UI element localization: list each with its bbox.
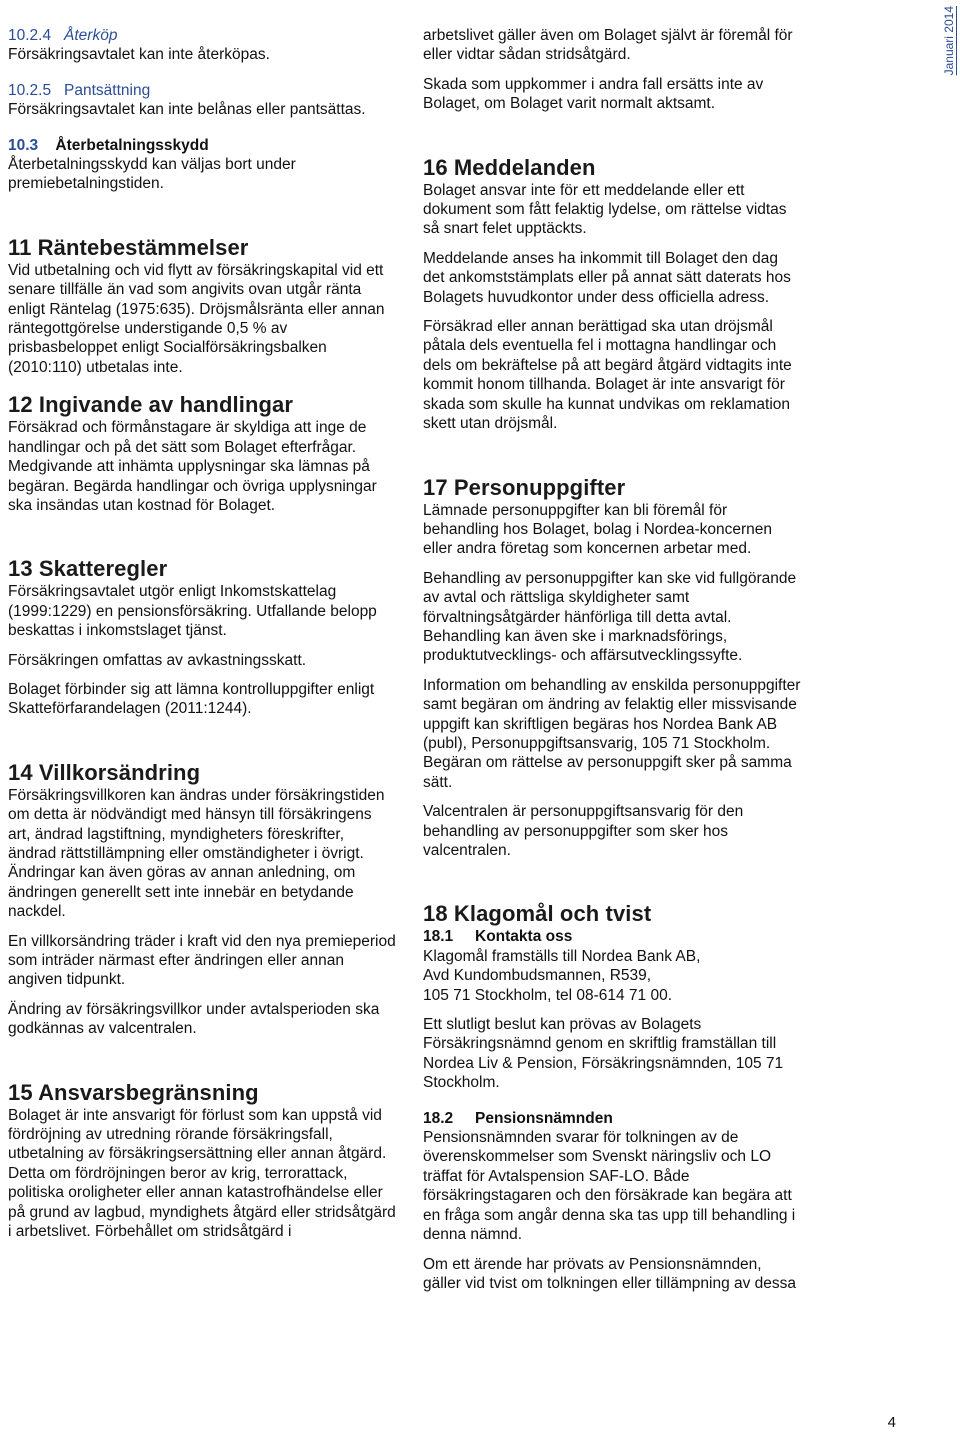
section-16: [423, 154, 803, 434]
section-18: [423, 900, 803, 1293]
subsection-heading: [8, 136, 396, 155]
section-heading: 13 Skatteregler: [8, 556, 168, 582]
section-paragraph: Pensionsnämnden svarar för tolkningen av de överenskommelser som Svenskt näringsliv och LO träffat för Avtalspension SAF-LO. Både försäkringstagaren och den försäkrade kan begära att en fråga som angår denna ska tas upp till behandling i denna nämnd.: [423, 1129, 796, 1244]
section-heading: 15 Ansvarsbegränsning: [8, 1079, 259, 1105]
subsection-number: 18.1: [423, 928, 454, 946]
section-paragraph: Vid utbetalning och vid flytt av försäkringskapital vid ett senare tillfälle än vad som angivits ovan utgår ränta enligt Räntelag (1975:635). Dröjsmålsränta eller annan räntegottgörelse understigande 0,5 % av prisbasbeloppet enligt Socialförsäkringsbalken (2010:110) utbetalas inte.: [8, 261, 385, 376]
subsection-18-2-heading: [423, 1109, 803, 1128]
section-paragraph: Ändring av försäkringsvillkor under avtalsperioden ska godkännas av valcentralen.: [8, 1000, 380, 1038]
section-paragraph: Valcentralen är personuppgiftsansvarig för den behandling av personuppgifter som sker hos valcentralen.: [423, 803, 744, 859]
section-14: [8, 759, 396, 1039]
section-paragraph: Skada som uppkommer i andra fall ersätts inte av Bolaget, om Bolaget varit normalt aktsamt.: [423, 75, 764, 113]
section-heading: 17 Personuppgifter: [423, 474, 626, 500]
section-paragraph: arbetslivet gäller även om Bolaget självt är föremål för eller vidtar sådan stridsåtgärd.: [423, 27, 793, 64]
subsection-title: Kontakta oss: [475, 928, 573, 946]
right-column: [423, 26, 803, 1333]
subsection-text: Försäkringsavtalet kan inte återköpas.: [8, 46, 270, 64]
section-heading: 14 Villkorsändring: [8, 759, 201, 785]
document-date: Januari 2014: [942, 6, 956, 76]
subsection-text: Försäkringsavtalet kan inte belånas eller pantsättas.: [8, 101, 366, 119]
subsection-title: Återköp: [64, 27, 118, 44]
subsection-number: 18.2: [423, 1109, 454, 1127]
left-column: [8, 26, 396, 1281]
subsection-title: Återbetalningsskydd: [55, 136, 209, 154]
section-paragraph: Försäkringen omfattas av avkastningsskatt.: [8, 651, 307, 669]
section-paragraph: Bolaget är inte ansvarigt för förlust som kan uppstå vid fördröjning av utredning rörande försäkringsfall, utbetalning av försäkringsersättning eller annan åtgärd. Detta om fördröjningen beror av krig, terrorattack, politiska oroligheter eller annan katastrofhändelse eller på grund av lagbud, myndighets åtgärd eller stridsåtgärd i arbetslivet. Förbehållet om stridsåtgärd i: [8, 1106, 396, 1241]
subsection-18-1-heading: [423, 927, 803, 946]
subsection-number: 10.3: [8, 136, 39, 154]
subsection-number: 10.2.4: [8, 27, 52, 44]
section-13: [8, 555, 396, 718]
section-paragraph: Meddelande anses ha inkommit till Bolaget den dag det ankomststämplats eller på annat sätt daterats hos Bolagets huvudkontor under dess officiella adress.: [423, 249, 791, 306]
section-paragraph: Försäkrad och förmånstagare är skyldiga att inge de handlingar och på det sätt som Bolaget efterfrågar. Medgivande att inhämta upplysningar ska lämnas på begäran. Begärda handlingar och övriga upplysningar ska insändas utan kostnad för Bolaget.: [8, 419, 377, 514]
contact-address: [423, 947, 803, 1005]
section-heading: 11 Räntebestämmelser: [8, 234, 249, 260]
address-line: Avd Kundombudsmannen, R539,: [423, 967, 652, 985]
section-paragraph: Ett slutligt beslut kan prövas av Bolagets Försäkringsnämnd genom en skriftlig framställan till Nordea Liv & Pension, Försäkringsnämnden, 105 71 Stockholm.: [423, 1016, 784, 1092]
section-paragraph: Bolaget ansvar inte för ett meddelande eller ett dokument som fått felaktig lydelse, om rättelse vidtas så snart felet upptäckts.: [423, 181, 787, 238]
section-11: [8, 234, 396, 377]
section-15: [8, 1079, 396, 1242]
section-paragraph: Försäkringsavtalet utgör enligt Inkomstskattelag (1999:1229) en pensionsförsäkring. Utfallande belopp beskattas i inkomstslaget tjänst.: [8, 583, 377, 640]
subsection-title: Pantsättning: [64, 81, 151, 99]
address-line: 105 71 Stockholm, tel 08-614 71 00.: [423, 986, 673, 1004]
subsection-heading: [8, 81, 396, 100]
section-15-continued: [423, 26, 803, 114]
subsection-title: Pensionsnämnden: [475, 1109, 613, 1127]
section-paragraph: Bolaget förbinder sig att lämna kontrolluppgifter enligt Skatteförfarandelagen (2011:1244).: [8, 680, 375, 718]
section-paragraph: Försäkrad eller annan berättigad ska utan dröjsmål påtala dels eventuella fel i mottagna handlingar och dels om bekräftelse på att begärd åtgärd vidtagits inte kommit honom tillhanda. Bolaget är inte ansvarigt för skada som skulle ha kunnat undvikas om reklamation skett utan dröjsmål.: [423, 318, 792, 433]
section-12: [8, 391, 396, 515]
subsection-10-2-4: [8, 26, 396, 65]
section-paragraph: Om ett ärende har prövats av Pensionsnämnden, gäller vid tvist om tolkningen eller tillämpning av dessa: [423, 1255, 797, 1292]
address-line: Klagomål framställs till Nordea Bank AB,: [423, 947, 701, 965]
subsection-heading: [8, 26, 396, 45]
section-paragraph: Behandling av personuppgifter kan ske vid fullgörande av avtal och rättsliga skyldigheter samt förvaltningsåtgärder hänförliga till detta avtal. Behandling kan även ske i marknadsförings, produktutvecklings- och affärsutvecklingssyfte.: [423, 569, 797, 665]
section-paragraph: Lämnade personuppgifter kan bli föremål för behandling hos Bolaget, bolag i Nordea-koncernen eller andra företag som koncernen arbetar med.: [423, 501, 772, 558]
section-paragraph: En villkorsändring träder i kraft vid den nya premieperiod som inträder närmast efter ändringen eller annan angiven tidpunkt.: [8, 932, 396, 989]
page-number: 4: [887, 1414, 896, 1431]
section-heading: 18 Klagomål och tvist: [423, 901, 652, 927]
section-paragraph: Information om behandling av enskilda personuppgifter samt begäran om ändring av felaktig eller missvisande uppgift kan skriftligen begäras hos Nordea Bank AB (publ), Personuppgiftsansvarig, 105 71 Stockholm. Begäran om rättelse av personuppgift sker på samma sätt.: [423, 676, 801, 791]
subsection-number: 10.2.5: [8, 81, 52, 99]
section-paragraph: Försäkringsvillkoren kan ändras under försäkringstiden om detta är nödvändigt med hänsyn till försäkringens art, ändrad lagstiftning, myndigheters föreskrifter, ändrad rättstillämpning eller omständigheter i övrigt. Ändringar kan även göras av annan anledning, om ändringen generellt sett inte innebär en betydande nackdel.: [8, 786, 385, 921]
subsection-text: Återbetalningsskydd kan väljas bort under premiebetalningstiden.: [8, 156, 296, 193]
section-heading: 16 Meddelanden: [423, 154, 596, 180]
section-heading: 12 Ingivande av handlingar: [8, 392, 294, 418]
section-17: [423, 474, 803, 861]
subsection-10-2-5: [8, 81, 396, 120]
subsection-10-3: [8, 136, 396, 194]
